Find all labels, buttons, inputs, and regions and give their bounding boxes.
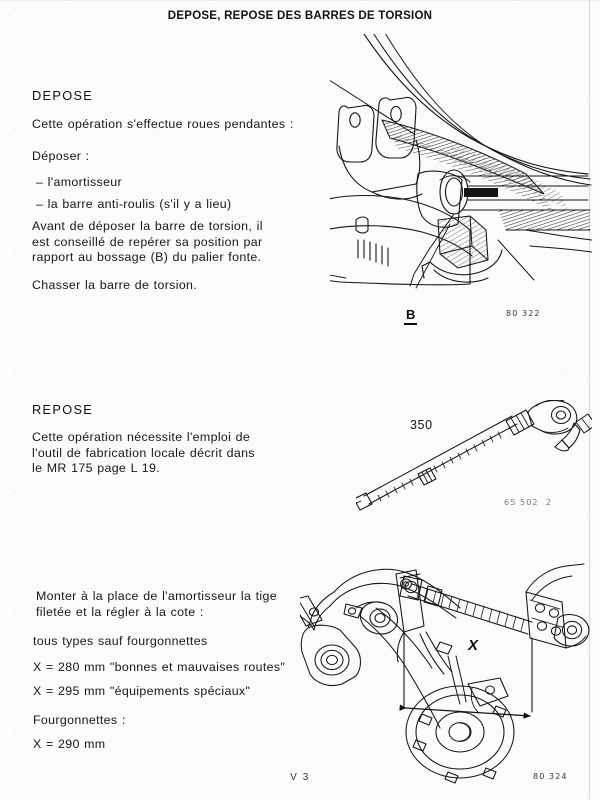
text-line: est conseillé de repérer sa position par (32, 234, 263, 249)
scan-edge-top (0, 0, 600, 1)
text-line: Monter à la place de l'amortisseur la tige (36, 589, 277, 603)
depose-note-block (32, 219, 263, 266)
figure-2-label-350: 350 (410, 418, 433, 432)
figure-suspension-assembly (300, 556, 590, 788)
section-heading-repose: REPOSE (32, 402, 94, 417)
depose-item-amortisseur (36, 174, 122, 191)
text-line: Cette opération s'effectue roues pendantes : (32, 117, 294, 131)
page-title: DEPOSE, REPOSE DES BARRES DE TORSION (167, 10, 433, 22)
text-line: – la barre anti-roulis (s'il y a lieu) (36, 197, 232, 211)
reglage-cote-295 (33, 683, 250, 700)
text-line: l'outil de fabrication locale décrit dans (32, 445, 255, 460)
page-number: V 3 (290, 772, 310, 783)
text-line: X = 280 mm "bonnes et mauvaises routes" (33, 660, 286, 674)
depose-chasser-block (32, 277, 197, 294)
figure-1-label-b: B (406, 307, 416, 322)
text-line: X = 290 mm (33, 737, 106, 751)
reglage-fourgonnettes-label (33, 712, 126, 729)
reglage-cote-290 (33, 736, 105, 753)
text-line: – l'amortisseur (36, 175, 123, 189)
text-line: tous types sauf fourgonnettes (33, 634, 208, 648)
text-line: filetée et la régler à la cote : (36, 604, 204, 619)
text-line: Déposer : (32, 149, 90, 163)
figure-3-caption: 80 324 (533, 772, 568, 781)
figure-3-label-x: X (468, 637, 479, 654)
text-line: Cette opération nécessite l'emploi de (32, 430, 251, 444)
figure-1-caption: 80 322 (506, 309, 541, 318)
reglage-types-block (33, 633, 208, 650)
text-line: Avant de déposer la barre de torsion, il (32, 219, 263, 233)
figure-threaded-rod-tool (356, 400, 592, 512)
depose-intro-block (32, 116, 294, 133)
section-heading-depose: DEPOSE (32, 88, 94, 103)
depose-deposer-block (32, 148, 89, 165)
text-line: le MR 175 page L 19. (32, 461, 161, 475)
reglage-cote-280 (33, 659, 285, 676)
figure-2-caption: 65 502 2 (504, 498, 553, 507)
reglage-intro-block (36, 589, 277, 620)
text-line: X = 295 mm "équipements spéciaux" (33, 684, 251, 698)
text-line: Chasser la barre de torsion. (32, 278, 198, 292)
repose-intro-block (32, 430, 255, 477)
figure-torsion-bar-mount (330, 34, 592, 324)
text-line: Fourgonnettes : (33, 713, 126, 727)
depose-item-barre-anti-roulis (36, 196, 231, 213)
figure-1-label-b-underline (404, 323, 417, 325)
text-line: rapport au bossage (B) du palier fonte. (32, 250, 262, 264)
